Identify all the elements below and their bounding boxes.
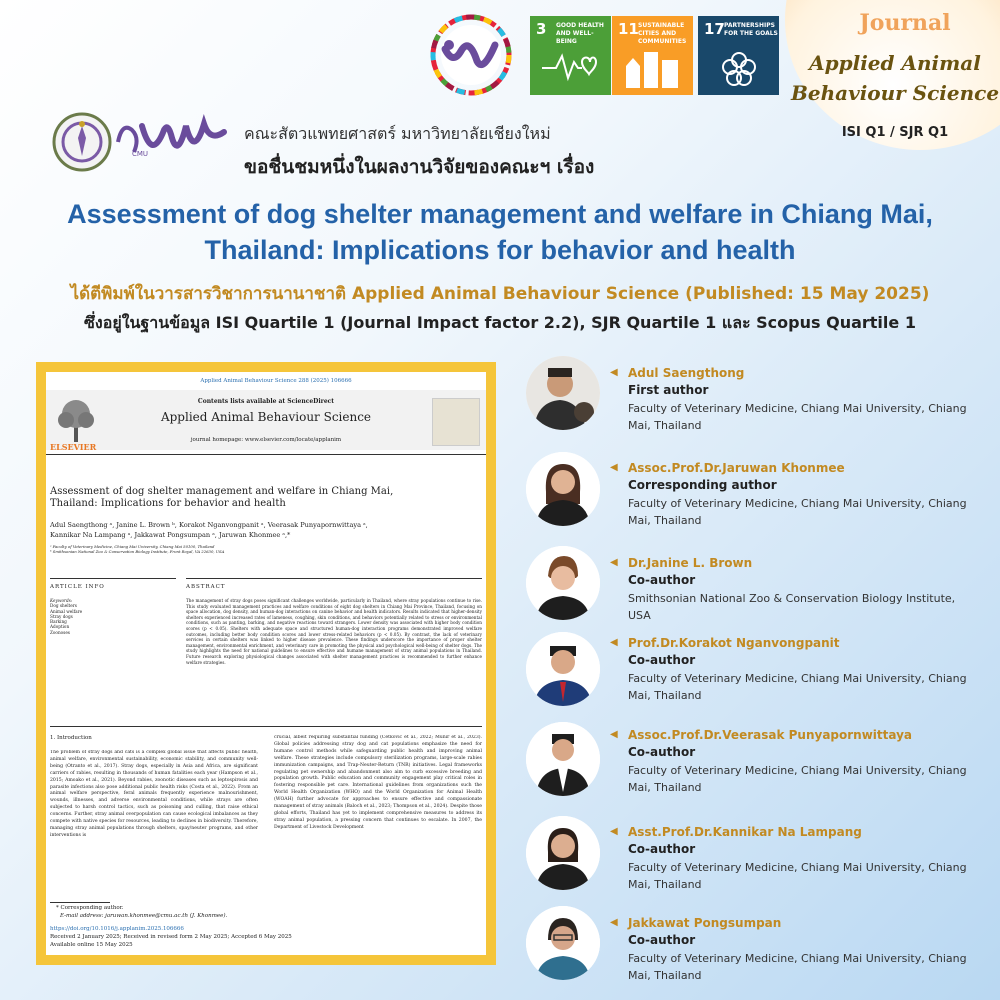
- author-role: Co-author: [628, 653, 696, 667]
- keyword: Dog shelters: [50, 603, 77, 609]
- footnote-email: E-mail address: jaruwan.khonmee@cmu.ac.th (J. Khonmee).: [60, 913, 228, 919]
- article-info-heading: ARTICLE INFO: [50, 584, 105, 590]
- sdg-text: GOOD HEALTH AND WELL-BEING: [556, 22, 604, 45]
- sdg-17-tile: [698, 16, 779, 95]
- avatar: [526, 546, 600, 620]
- paper-authors: [50, 520, 470, 540]
- paper-contents: Contents lists available at ScienceDirect: [197, 398, 335, 405]
- rings-icon: [710, 48, 768, 88]
- journal-name-line2: Behaviour Science: [790, 81, 1000, 105]
- author-affiliation: Faculty of Veterinary Medicine, Chiang Mai University, Chiang Mai, Thailand: [628, 861, 967, 891]
- keyword: Barking: [50, 619, 67, 625]
- author-affiliation: Faculty of Veterinary Medicine, Chiang Mai University, Chiang Mai, Thailand: [628, 952, 967, 982]
- title-line2: Thailand: Implications for behavior and health: [204, 235, 796, 265]
- author-name: Prof.Dr.Korakot Nganvongpanit: [628, 636, 840, 650]
- heartbeat-icon: [542, 48, 600, 84]
- journal-cover: [432, 398, 480, 446]
- received-dates: Received 2 January 2025; Received in revised form 2 May 2025; Accepted 6 May 2025: [50, 934, 292, 940]
- keywords: [50, 598, 170, 635]
- faculty-name: คณะสัตวแพทยศาสตร์ มหาวิทยาลัยเชียงใหม่: [244, 124, 551, 143]
- intro-heading: 1. Introduction: [50, 735, 92, 741]
- paper-homepage: journal homepage: www.elsevier.com/locate/applanim: [190, 437, 342, 443]
- keywords-label: Keywords:: [50, 598, 73, 603]
- author-role: Co-author: [628, 842, 696, 856]
- paper-authors-line1: Adul Saengthong ᵃ, Janine L. Brown ᵇ, Korakot Nganvongpanit ᵃ, Veerasak Punyapornwittaya ᵃ,: [50, 521, 368, 529]
- sdg-11-tile: [612, 16, 693, 95]
- avatar: [526, 816, 600, 890]
- author-name: Asst.Prof.Dr.Kannikar Na Lampang: [628, 825, 862, 839]
- author-role: Corresponding author: [628, 478, 777, 492]
- avatar: [526, 722, 600, 796]
- avatar: [526, 632, 600, 706]
- journal-label: Journal: [859, 10, 951, 36]
- author-name: Assoc.Prof.Dr.Jaruwan Khonmee: [628, 461, 845, 475]
- author-name: Adul Saengthong: [628, 366, 745, 380]
- journal-rank: ISI Q1 / SJR Q1: [841, 125, 949, 140]
- paper-header: Applied Animal Behaviour Science 288 (2025) 106666: [200, 378, 352, 384]
- pointer-arrow-icon: ◀: [610, 557, 618, 568]
- sdg-text: PARTNERSHIPS FOR THE GOALS: [724, 22, 778, 37]
- author-affiliation: Faculty of Veterinary Medicine, Chiang Mai University, Chiang Mai, Thailand: [628, 672, 967, 702]
- abstract-text: The management of stray dogs poses significant challenges worldwide, particularly in Thailand, where stray populations continue to rise. This study evaluated management practices and welfare conditions of eight dog shelters in Chiang Mai Province, Thailand, focusing on space allocation, dog density, and human-dog interactions on canine behavior and health indicators. Results indicated that higher-density shelters experienced increased rates of lameness, coughing, skin conditions, and behaviors potentially related to stress or environmental conditions, such as panting, barking, and negative reactions toward strangers. Lower density was associated with higher body condition scores (p < 0.05). Shelters with adequate space and structured human-dog interaction programs demonstrated improved welfare outcomes, including better body condition scores and lower stress-related behaviors (p < 0.05). By contrast, the lack of veterinary services in certain shelters was linked to higher disease prevalence. These findings underscore the importance of proper shelter management, environmental enrichment, and veterinary care in promoting the physical and psychological well-being of shelter dogs. The study highlights the need for national guidelines to ensure effective and humane management of stray animal populations in Thailand. Future research exploring physiological changes associated with shelter management practices is recommended to further enhance welfare strategies.: [186, 598, 482, 665]
- author-role: Co-author: [628, 745, 696, 759]
- rule: [46, 454, 486, 455]
- keyword: Animal welfare: [50, 608, 83, 614]
- author-affiliation: Faculty of Veterinary Medicine, Chiang Mai University, Chiang Mai, Thailand: [628, 402, 967, 432]
- body-column-2: crucial, albeit requiring substantial funding (Četković et al., 2022; Munir et al., 2023). Global policies addressing stray dog and cat populations emphasize the need for humane control methods while safeguarding public health and improving animal welfare. These strategies include compulsory sterilization programs, large-scale rabies immunization campaigns, and Trap-Neuter-Return (TNR) initiatives. Legal frameworks regulating pet ownership and abandonment also aim to curb excessive breeding and population growth. Public education and community engagement play critical roles in fostering responsible pet care. International guidelines from organizations such the World Health Organization (WHO) and the World Organization for Animal Health (WOAH) further advocate for approaches to ensure effective and compassionate management of stray animals (Baloch et al., 2023; Thompson et al., 2024). Despite those global efforts, Thailand has yet to implement comprehensive measures to address its stray animal population, a pressing concern that continues to escalate. In 2007, the Department of Livestock Development: [274, 735, 482, 830]
- rule: [186, 578, 482, 579]
- author-affiliation: Smithsonian National Zoo & Conservation Biology Institute, USA: [628, 592, 956, 622]
- abstract-heading: ABSTRACT: [186, 584, 226, 590]
- paper-preview: [46, 372, 486, 955]
- avatar: [526, 356, 600, 430]
- pointer-arrow-icon: ◀: [610, 637, 618, 648]
- available-online: Available online 15 May 2025: [50, 942, 133, 948]
- doi-link[interactable]: https://doi.org/10.1016/j.applanim.2025.106666: [50, 926, 184, 932]
- title-line1: Assessment of dog shelter management and welfare in Chiang Mai,: [67, 199, 933, 229]
- cmu-vm-logo: [112, 112, 232, 172]
- keyword: Adoption: [50, 624, 70, 630]
- footnote-corresponding: * Corresponding author.: [56, 905, 124, 911]
- journal-name-line1: Applied Animal: [809, 51, 981, 75]
- faculty-congrats: ขอชื่นชมหนึ่งในผลงานวิจัยของคณะฯ เรื่อง: [244, 156, 595, 178]
- keyword: Stray dogs: [50, 613, 73, 619]
- pointer-arrow-icon: ◀: [610, 462, 618, 473]
- avatar: [526, 906, 600, 980]
- faculty-seal-logo: [52, 112, 112, 172]
- author-role: Co-author: [628, 573, 696, 587]
- sdg-text: SUSTAINABLE CITIES AND COMMUNITIES: [638, 22, 687, 45]
- paper-title-line2: Thailand: Implications for behavior and health: [50, 498, 286, 509]
- rule: [50, 902, 110, 903]
- pointer-arrow-icon: ◀: [610, 826, 618, 837]
- avatar: [526, 452, 600, 526]
- page-title: [20, 196, 980, 268]
- journal-name: [790, 48, 1000, 108]
- publication-line: ได้ตีพิมพ์ในวารสารวิชาการนานาชาติ Applied Animal Behaviour Science (Published: 15 May 2025): [70, 284, 930, 304]
- sdg-number: 3: [536, 20, 547, 38]
- pointer-arrow-icon: ◀: [610, 917, 618, 928]
- author-role: First author: [628, 383, 709, 397]
- author-role: Co-author: [628, 933, 696, 947]
- index-line: ซึ่งอยู่ในฐานข้อมูล ISI Quartile 1 (Journal Impact factor 2.2), SJR Quartile 1 และ Scopus Quartile 1: [84, 313, 916, 332]
- paper-title-line1: Assessment of dog shelter management and welfare in Chiang Mai,: [50, 486, 394, 497]
- author-affiliation: Faculty of Veterinary Medicine, Chiang Mai University, Chiang Mai, Thailand: [628, 497, 967, 527]
- publisher-name: ELSEVIER: [50, 442, 97, 452]
- paper-affiliations: [50, 544, 470, 554]
- affiliation-b: ᵇ Smithsonian National Zoo & Conservation Biology Institute, Front Royal, VA 22630, USA: [50, 549, 225, 554]
- pointer-arrow-icon: ◀: [610, 729, 618, 740]
- author-name: Dr.Janine L. Brown: [628, 556, 753, 570]
- body-column-1: The problem of stray dogs and cats is a complex global issue that affects public health, animal welfare, environmental sustainability, economic stability, and community well-being (Otranto et al., 2017). Stray dogs, especially in Asia and Africa, are significant carriers of rabies, resulting in thousands of human fatalities each year (Hampson et al., 2015; Amoako et al., 2021). Beyond rabies, zoonotic diseases such as leptospirosis and parasite infections also pose additional public health risks (Costa et al., 2022). From an animal welfare perspective, feral animals frequently experience malnourishment, wounds, illnesses, and adverse environmental conditions, while strays are often subjected to harsh control tactics, such as poisoning and culling, that raise ethical concerns. Further, stray animal overpopulation can cause ecological imbalances as they compete with native species for resources, leading to declines in biodiversity. Therefore, managing stray animal populations through shelters, spay/neuter programs, and other interventions is: [50, 750, 258, 838]
- paper-journal: Applied Animal Behaviour Science: [160, 410, 372, 424]
- rule: [50, 726, 482, 727]
- paper-authors-line2: Kannikar Na Lampang ᵃ, Jakkawat Pongsumpan ᵃ, Jaruwan Khonmee ᵃ,*: [50, 531, 291, 539]
- cmu-sdg-logo: [430, 14, 512, 96]
- author-affiliation: Faculty of Veterinary Medicine, Chiang Mai University, Chiang Mai, Thailand: [628, 764, 967, 794]
- pointer-arrow-icon: ◀: [610, 367, 618, 378]
- sdg-number: 17: [704, 20, 725, 38]
- author-name: Jakkawat Pongsumpan: [628, 916, 782, 930]
- rule: [50, 578, 176, 579]
- svg-text:CMU: CMU: [132, 150, 149, 158]
- author-name: Assoc.Prof.Dr.Veerasak Punyapornwittaya: [628, 728, 913, 742]
- sdg-3-tile: [530, 16, 611, 95]
- paper-title: [50, 486, 450, 510]
- affiliation-a: ᵃ Faculty of Veterinary Medicine, Chiang Mai University, Chiang Mai 50100, Thailand: [50, 544, 215, 549]
- city-icon: [624, 48, 682, 88]
- sdg-number: 11: [618, 20, 639, 38]
- keyword: Zoonoses: [50, 629, 70, 635]
